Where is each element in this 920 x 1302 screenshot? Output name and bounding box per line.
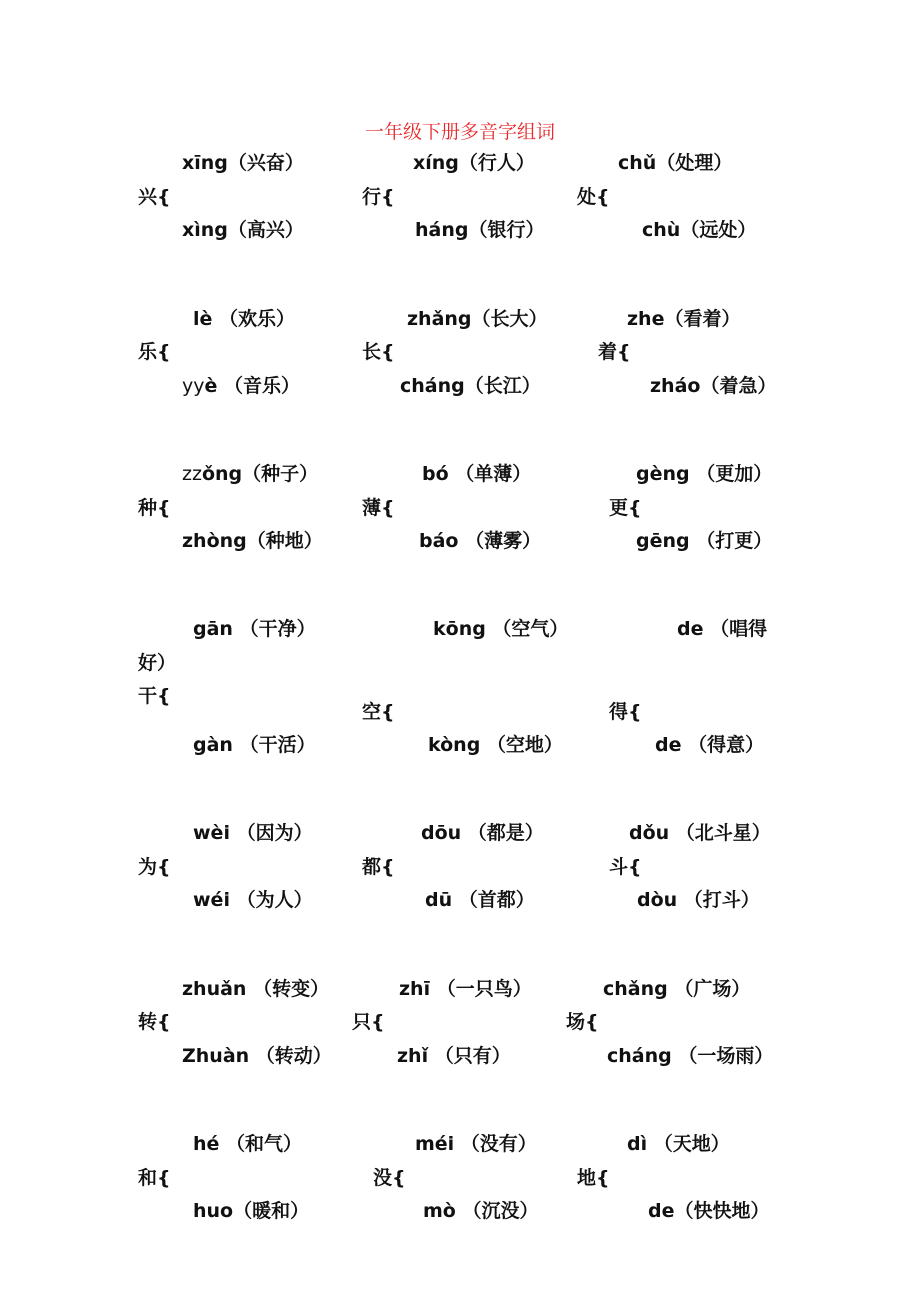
polyphonic-char: 只{ [352,1011,385,1033]
polyphonic-char: 行{ [362,186,395,208]
reading-bottom: báo （薄雾） [419,530,542,552]
polyphonic-char: 薄{ [362,497,395,519]
polyphonic-char: 兴{ [138,186,171,208]
reading-rest: è （音乐） [204,375,301,397]
reading-top: dì （天地） [627,1133,730,1155]
reading-top: gèng （更加） [636,463,773,485]
polyphonic-char: 乐{ [138,341,171,363]
polyphonic-char: 转{ [138,1011,171,1033]
polyphonic-char: 地{ [577,1167,610,1189]
reading-top: xīng（兴奋） [182,152,304,174]
reading-top: gān （干净） [193,618,316,640]
reading-prefix: zz [182,463,202,485]
reading-top: chǎng （广场） [603,978,751,1000]
polyphonic-char: 空{ [362,701,395,723]
polyphonic-char: 处{ [577,186,610,208]
reading-bottom: de （得意） [655,734,765,756]
reading-top: wèi （因为） [193,822,313,844]
polyphonic-char: 得{ [609,701,642,723]
polyphonic-char: 种{ [138,497,171,519]
reading-bottom: huo（暖和） [193,1200,310,1222]
polyphonic-char: 干{ [138,685,171,707]
reading-bottom: mò （沉没） [423,1200,539,1222]
reading-top: hé （和气） [193,1133,303,1155]
reading-top: dǒu （北斗星） [629,822,771,844]
reading-bottom: wéi （为人） [193,889,313,911]
reading-bottom: zhǐ （只有） [397,1045,511,1067]
reading-top: méi （没有） [415,1133,537,1155]
reading-top: bó （单薄） [422,463,532,485]
reading-bottom: dòu （打斗） [637,889,760,911]
reading-prefix: yy [182,375,205,397]
reading-bottom [182,373,300,399]
reading-top: zhī （一只鸟） [399,978,532,1000]
reading-top: kōng （空气） [433,618,569,640]
reading-top: de （唱得 [677,618,768,640]
reading-top: lè （欢乐） [193,308,296,330]
reading-bottom: gàn （干活） [193,734,316,756]
polyphonic-char: 都{ [362,856,395,878]
reading-bottom: kòng （空地） [428,734,563,756]
reading-top: zhuǎn （转变） [182,978,330,1000]
polyphonic-char: 没{ [373,1167,406,1189]
reading-top: chǔ（处理） [618,152,733,174]
polyphonic-char: 着{ [598,341,631,363]
polyphonic-char: 斗{ [609,856,642,878]
reading-bottom: dū （首都） [425,889,535,911]
reading-top [182,461,318,487]
polyphonic-char: 场{ [566,1011,599,1033]
reading-top: zhe（看着） [627,308,741,330]
reading-bottom: xìng（高兴） [182,219,304,241]
reading-bottom: zhòng（种地） [182,530,323,552]
reading-top: dōu （都是） [421,822,544,844]
reading-bottom: de（快快地） [648,1200,770,1222]
reading-bottom: chù（远处） [642,219,757,241]
reading-bottom: cháng （一场雨） [607,1045,774,1067]
page-title: 一年级下册多音字组词 [364,121,555,143]
reading-rest: ǒng（种子） [201,463,319,485]
reading-top: xíng（行人） [413,152,535,174]
reading-bottom: cháng（长江） [400,375,541,397]
reading-bottom: zháo（着急） [650,375,777,397]
reading-bottom: gēng （打更） [636,530,773,552]
polyphonic-char: 长{ [362,341,395,363]
polyphonic-char: 更{ [609,497,642,519]
reading-top: zhǎng（长大） [407,308,548,330]
reading-bottom: Zhuàn （转动） [182,1045,332,1067]
polyphonic-char: 和{ [138,1167,171,1189]
polyphonic-char: 为{ [138,856,171,878]
reading-bottom: háng（银行） [415,219,545,241]
reading-top-wrap: 好） [138,652,177,674]
